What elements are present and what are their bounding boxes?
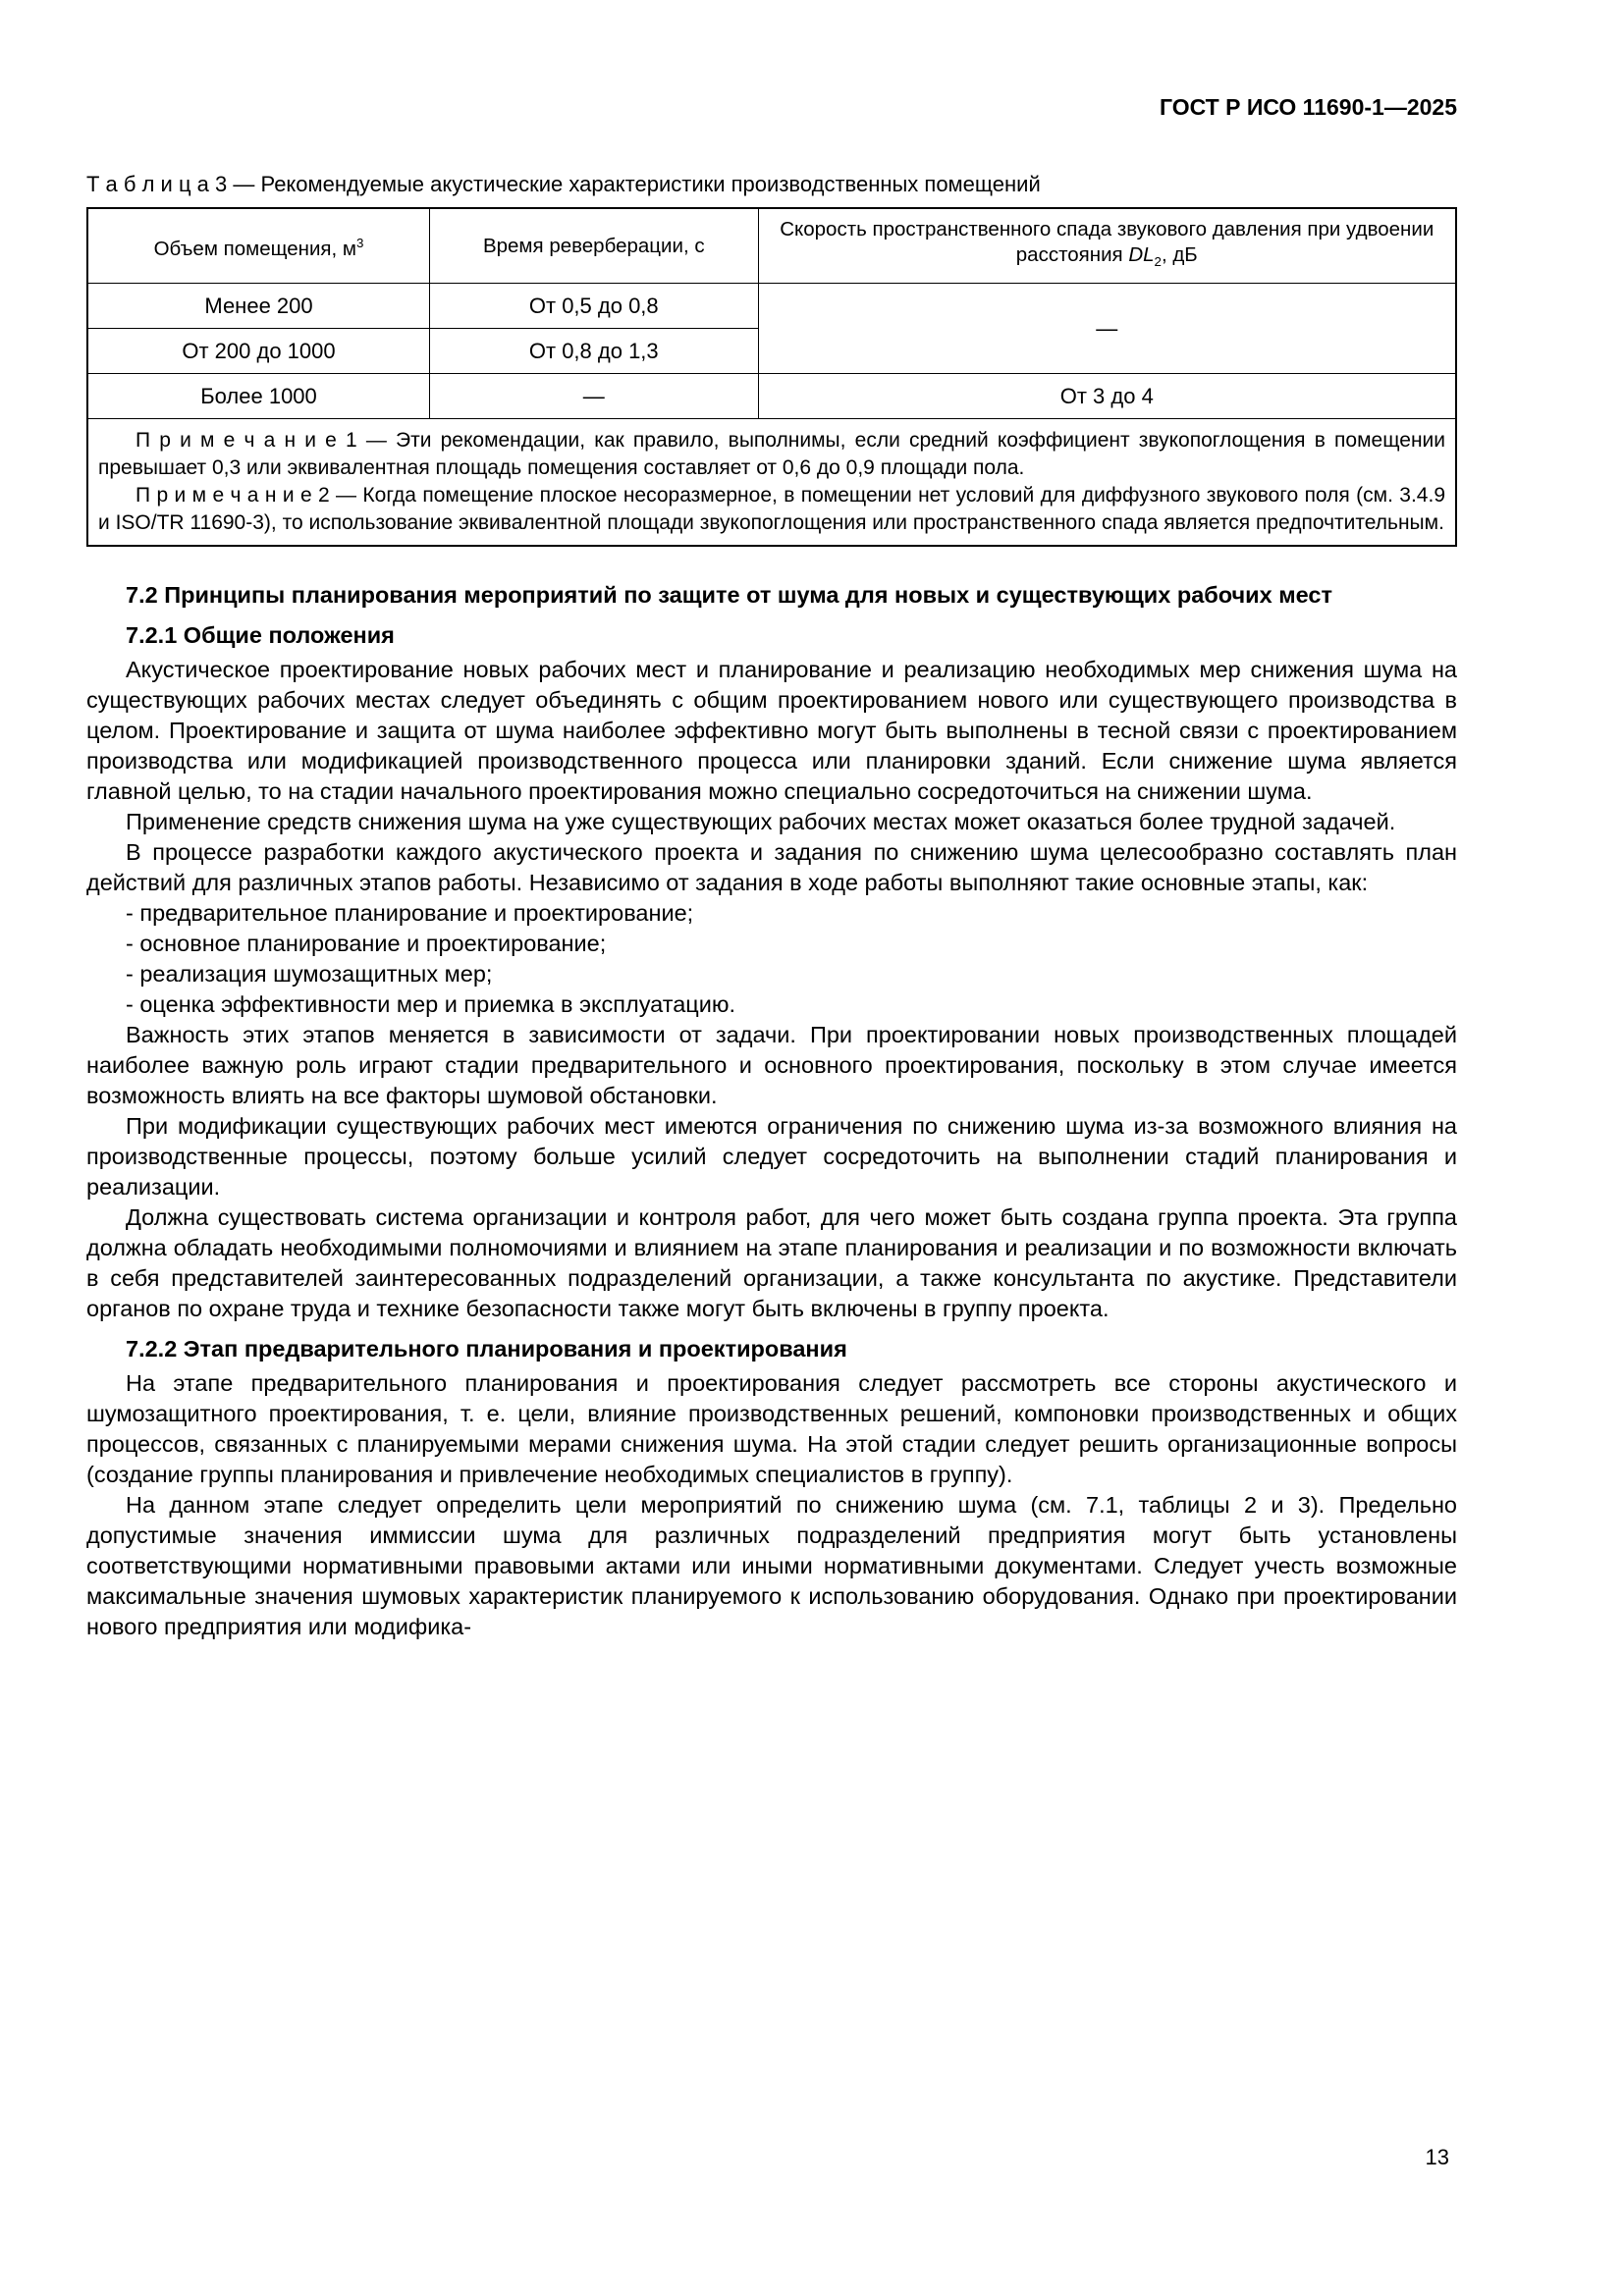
paragraph: Акустическое проектирование новых рабочих мест и планирование и реализацию необходимых мер снижения шума на существующих рабочих местах следует объединять с общим проектированием нового или существующего производства в целом. Проектирование и защита от шума наиболее эффективно могут быть выполнены в тесной связи с проектированием производства или модификацией производственного процесса или планировки зданий. Если снижение шума является главной целью, то на стадии начального проектирования можно специально сосредоточиться на снижении шума.: [86, 657, 1457, 805]
document-header: ГОСТ Р ИСО 11690-1—2025: [1160, 94, 1457, 120]
table-cell-merged-dash: —: [758, 284, 1456, 374]
list-item: - оценка эффективности мер и приемка в эксплуатацию.: [126, 991, 736, 1018]
section-heading-7-2-1: 7.2.1 Общие положения: [126, 622, 395, 649]
paragraph: При модификации существующих рабочих мест имеются ограничения по снижению шума из-за возможного влияния на производственные процессы, поэтому больше усилий следует сосредоточить на выполнении стадий планирования и реализации.: [86, 1113, 1457, 1201]
table-header-volume: Объем помещения, $м^3$: [87, 208, 430, 284]
paragraph: На этапе предварительного планирования и проектирования следует рассмотреть все стороны акустического и шумозащитного проектирования, т. е. цели, влияние производственных решений, компоновки производственных и общих процессов, связанных с планируемыми мерами снижения шума. На этой стадии следует решить организационные вопросы (создание группы планирования и привлечение необходимых специалистов в группу).: [86, 1370, 1457, 1488]
table-notes-row: [87, 419, 1456, 547]
table-header-row: [87, 208, 1456, 284]
table-header-decay-rate: Скорость пространственного спада звукового давления при удвоении расстояния $DL_2$, дБ: [758, 208, 1456, 284]
table-row: [87, 374, 1456, 419]
section-heading-7-2: 7.2 Принципы планирования мероприятий по защите от шума для новых и существующих рабочих мест: [126, 582, 1332, 609]
list-item: - предварительное планирование и проектирование;: [126, 900, 694, 927]
paragraph: Важность этих этапов меняется в зависимости от задачи. При проектировании новых производственных площадей наиболее важную роль играют стадии предварительного и основного проектирования, поскольку в этом случае имеется возможность влиять на все факторы шумовой обстановки.: [86, 1022, 1457, 1109]
table-caption: Т а б л и ц а 3 — Рекомендуемые акустические характеристики производственных помещений: [86, 172, 1041, 196]
list-item: - реализация шумозащитных мер;: [126, 961, 493, 988]
table-note-1: П р и м е ч а н и е 1 — Эти рекомендации, как правило, выполнимы, если средний коэффициент звукопоглощения в помещении превышает 0,3 или эквивалентная площадь помещения составляет от 0,6 до 0,9 площади пола.: [98, 429, 1445, 480]
table-cell: Более 1000: [87, 374, 430, 419]
body-content: [86, 580, 1457, 1642]
table-notes: [87, 419, 1456, 547]
page-number: 13: [1425, 2145, 1449, 2169]
list-item: - основное планирование и проектирование;: [126, 931, 607, 957]
table-cell: От 200 до 1000: [87, 329, 430, 374]
paragraph: Должна существовать система организации и контроля работ, для чего может быть создана группа проекта. Эта группа должна обладать необходимыми полномочиями и влиянием на этапе планирования и реализации и по возможности включать в себя представителей заинтересованных подразделений организации, а также консультанта по акустике. Представители органов по охране труда и технике безопасности также могут быть включены в группу проекта.: [86, 1204, 1457, 1322]
paragraph: В процессе разработки каждого акустического проекта и задания по снижению шума целесообразно составлять план действий для различных этапов работы. Независимо от задания в ходе работы выполняют такие основные этапы, как:: [86, 839, 1457, 896]
table-cell: От 0,5 до 0,8: [430, 284, 759, 329]
table-cell: От 0,8 до 1,3: [430, 329, 759, 374]
section-heading-7-2-2: 7.2.2 Этап предварительного планирования и проектирования: [126, 1336, 847, 1362]
table-note-2: П р и м е ч а н и е 2 — Когда помещение плоское несоразмерное, в помещении нет условий для диффузного звукового поля (см. 3.4.9 и ISO/TR 11690-3), то использование эквивалентной площади звукопоглощения или пространственного спада является предпочтительным.: [98, 484, 1445, 535]
table-header-reverberation: Время реверберации, с: [430, 208, 759, 284]
paragraph: На данном этапе следует определить цели мероприятий по снижению шума (см. 7.1, таблицы 2 и 3). Предельно допустимые значения иммиссии шума для различных подразделений предприятия могут быть установлены соответствующими нормативными правовыми актами или иными нормативными документами. Следует учесть возможные максимальные значения шумовых характеристик планируемого к использованию оборудования. Однако при проектировании нового предприятия или модифика-: [86, 1492, 1457, 1640]
table-cell: Менее 200: [87, 284, 430, 329]
table-cell: —: [430, 374, 759, 419]
acoustic-characteristics-table: [86, 207, 1457, 547]
table-cell: От 3 до 4: [758, 374, 1456, 419]
table-row: [87, 284, 1456, 329]
paragraph: Применение средств снижения шума на уже существующих рабочих местах может оказаться более трудной задачей.: [126, 809, 1396, 835]
